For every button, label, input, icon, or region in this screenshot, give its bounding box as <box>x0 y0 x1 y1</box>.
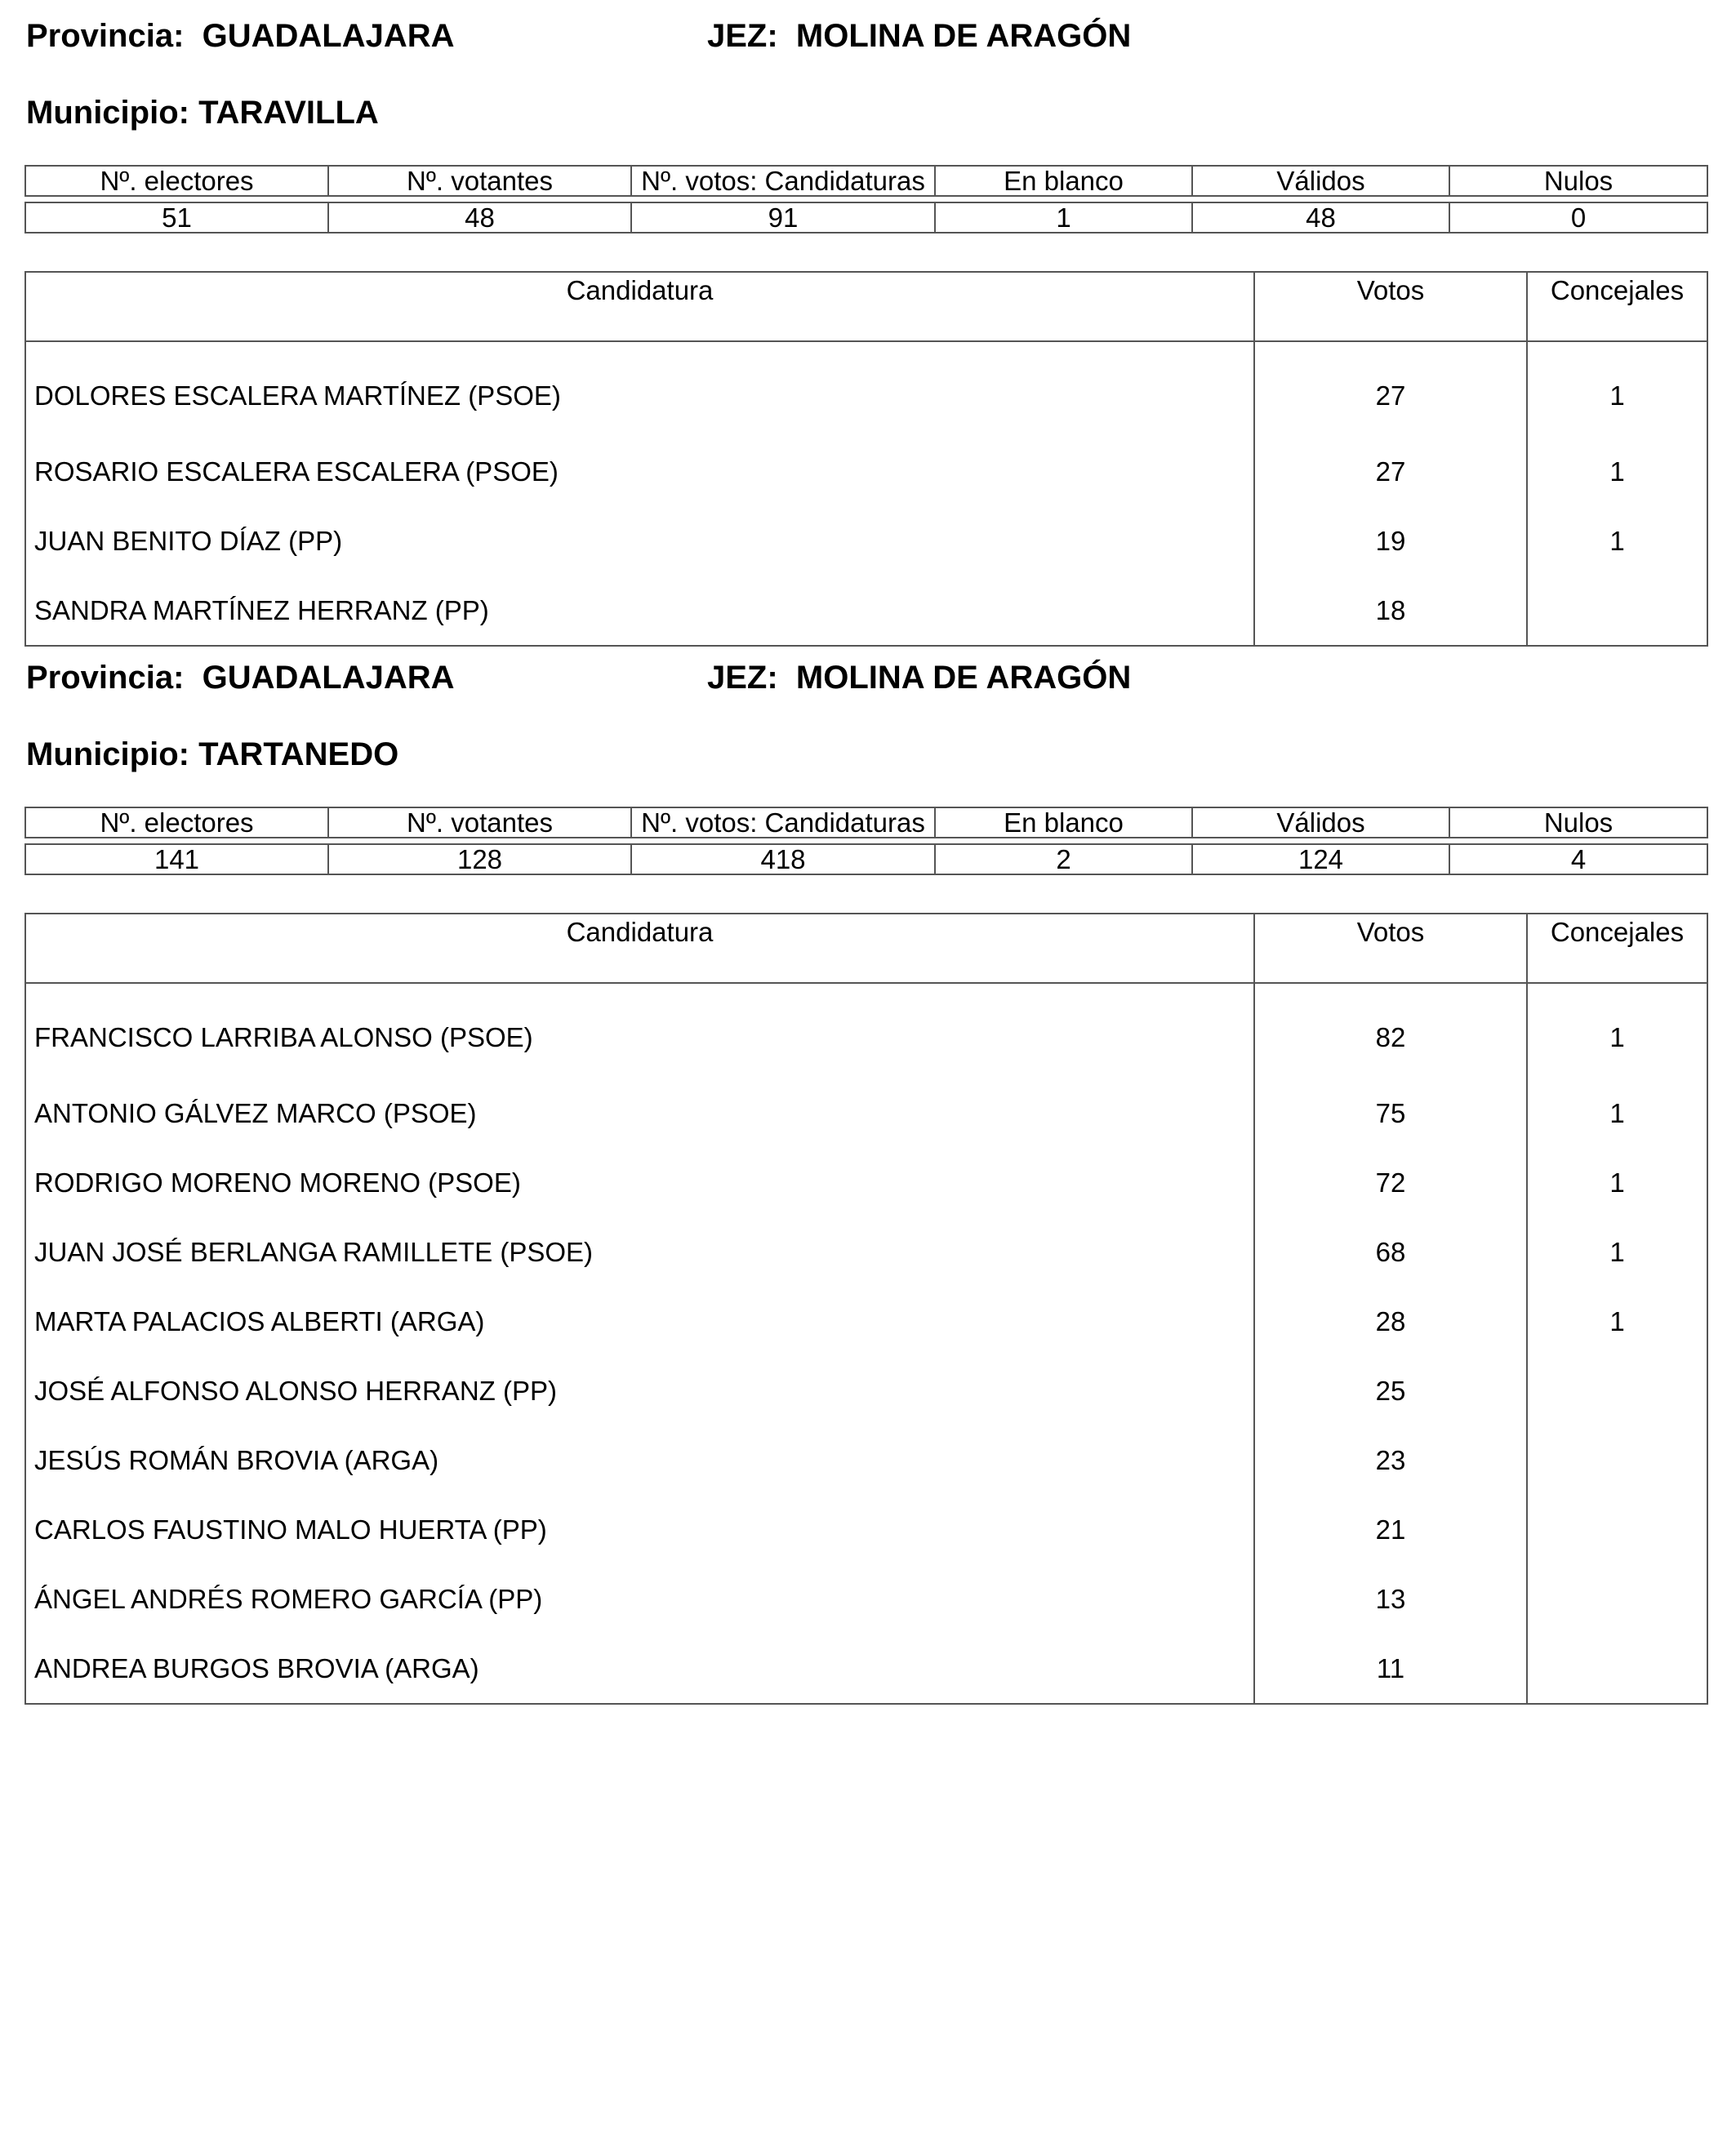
candidate-concejales: 1 <box>1527 1217 1707 1287</box>
candidate-votos: 13 <box>1254 1564 1527 1634</box>
stats-value-cell: 2 <box>935 844 1192 874</box>
stats-header-cell: Válidos <box>1192 807 1449 838</box>
candidate-votos: 23 <box>1254 1425 1527 1495</box>
jez-label: JEZ: MOLINA DE ARAGÓN <box>707 18 1132 54</box>
candidate-concejales <box>1527 1634 1707 1704</box>
stats-value-cell: 1 <box>935 202 1192 233</box>
stats-value-cell: 48 <box>328 202 631 233</box>
candidate-concejales: 1 <box>1527 506 1707 576</box>
candidate-name: MARTA PALACIOS ALBERTI (ARGA) <box>34 1305 485 1336</box>
candidate-votos: 19 <box>1254 506 1527 576</box>
stats-header-row <box>25 166 1707 196</box>
candidate-row <box>25 1425 1707 1495</box>
candidate-votos: 18 <box>1254 576 1527 646</box>
candidatura-header: Candidatura <box>25 272 1254 341</box>
candidate-row <box>25 1495 1707 1564</box>
stats-header-cell: Nulos <box>1449 166 1707 196</box>
stats-header-cell: En blanco <box>935 166 1192 196</box>
stats-table <box>24 165 1708 233</box>
candidate-row <box>25 576 1707 646</box>
candidate-row <box>25 1148 1707 1217</box>
municipio-label: Municipio: TARTANEDO <box>26 736 399 772</box>
candidate-votos: 11 <box>1254 1634 1527 1704</box>
stats-header-cell: Nº. votos: Candidaturas <box>631 166 935 196</box>
candidate-votos: 82 <box>1254 983 1527 1078</box>
municipio-label: Municipio: TARAVILLA <box>26 95 379 131</box>
candidate-row <box>25 1564 1707 1634</box>
stats-table <box>24 807 1708 875</box>
stats-header-cell: Válidos <box>1192 166 1449 196</box>
stats-value-cell: 4 <box>1449 844 1707 874</box>
stats-header-cell: En blanco <box>935 807 1192 838</box>
stats-value-cell: 48 <box>1192 202 1449 233</box>
candidate-row <box>25 506 1707 576</box>
candidate-row <box>25 1356 1707 1425</box>
candidate-votos: 27 <box>1254 341 1527 437</box>
provincia-label: Provincia: GUADALAJARA <box>26 660 455 696</box>
stats-value-row <box>25 202 1707 233</box>
stats-header-cell: Nº. votantes <box>328 166 631 196</box>
candidate-name: SANDRA MARTÍNEZ HERRANZ (PP) <box>34 594 489 625</box>
candidate-name: JESÚS ROMÁN BROVIA (ARGA) <box>34 1444 439 1475</box>
candidate-votos: 72 <box>1254 1148 1527 1217</box>
candidate-votos: 27 <box>1254 437 1527 506</box>
candidate-concejales: 1 <box>1527 437 1707 506</box>
candidate-concejales <box>1527 1564 1707 1634</box>
stats-header-cell: Nº. electores <box>25 166 328 196</box>
stats-value-row <box>25 844 1707 874</box>
candidate-row <box>25 437 1707 506</box>
stats-header-cell: Nº. electores <box>25 807 328 838</box>
candidates-header-row <box>25 272 1707 341</box>
votos-header: Votos <box>1254 914 1527 983</box>
candidate-row <box>25 1634 1707 1704</box>
stats-value-cell: 128 <box>328 844 631 874</box>
candidate-concejales: 1 <box>1527 341 1707 437</box>
candidate-votos: 21 <box>1254 1495 1527 1564</box>
candidate-concejales: 1 <box>1527 1078 1707 1148</box>
candidate-concejales <box>1527 576 1707 646</box>
candidate-row <box>25 341 1707 437</box>
candidate-votos: 75 <box>1254 1078 1527 1148</box>
candidates-header-row <box>25 914 1707 983</box>
candidate-name: ROSARIO ESCALERA ESCALERA (PSOE) <box>34 456 559 487</box>
stats-header-row <box>25 807 1707 838</box>
candidate-row <box>25 1078 1707 1148</box>
stats-header-cell: Nulos <box>1449 807 1707 838</box>
candidate-concejales <box>1527 1495 1707 1564</box>
candidate-name: JUAN BENITO DÍAZ (PP) <box>34 525 343 556</box>
stats-value-cell: 91 <box>631 202 935 233</box>
candidate-row <box>25 1217 1707 1287</box>
candidate-name: RODRIGO MORENO MORENO (PSOE) <box>34 1167 521 1198</box>
stats-value-cell: 51 <box>25 202 328 233</box>
candidate-row <box>25 1287 1707 1356</box>
concejales-header: Concejales <box>1527 272 1707 341</box>
candidate-votos: 68 <box>1254 1217 1527 1287</box>
stats-value-cell: 418 <box>631 844 935 874</box>
candidate-name: DOLORES ESCALERA MARTÍNEZ (PSOE) <box>34 380 561 411</box>
stats-header-cell: Nº. votos: Candidaturas <box>631 807 935 838</box>
candidate-concejales <box>1527 1356 1707 1425</box>
candidate-votos: 28 <box>1254 1287 1527 1356</box>
candidate-name: ANDREA BURGOS BROVIA (ARGA) <box>34 1652 479 1683</box>
concejales-header: Concejales <box>1527 914 1707 983</box>
jez-label: JEZ: MOLINA DE ARAGÓN <box>707 660 1132 696</box>
candidate-name: ANTONIO GÁLVEZ MARCO (PSOE) <box>34 1097 477 1128</box>
candidate-votos: 25 <box>1254 1356 1527 1425</box>
candidates-table <box>24 271 1708 647</box>
candidate-name: ÁNGEL ANDRÉS ROMERO GARCÍA (PP) <box>34 1583 543 1614</box>
candidate-concejales: 1 <box>1527 983 1707 1078</box>
candidate-concejales <box>1527 1425 1707 1495</box>
stats-value-cell: 0 <box>1449 202 1707 233</box>
candidate-row <box>25 983 1707 1078</box>
stats-value-cell: 141 <box>25 844 328 874</box>
candidate-concejales: 1 <box>1527 1287 1707 1356</box>
candidate-name: FRANCISCO LARRIBA ALONSO (PSOE) <box>34 1022 533 1052</box>
votos-header: Votos <box>1254 272 1527 341</box>
candidate-name: JOSÉ ALFONSO ALONSO HERRANZ (PP) <box>34 1375 557 1406</box>
provincia-label: Provincia: GUADALAJARA <box>26 18 455 54</box>
stats-value-cell: 124 <box>1192 844 1449 874</box>
candidate-name: JUAN JOSÉ BERLANGA RAMILLETE (PSOE) <box>34 1236 594 1267</box>
candidates-table <box>24 913 1708 1705</box>
candidate-concejales: 1 <box>1527 1148 1707 1217</box>
candidate-name: CARLOS FAUSTINO MALO HUERTA (PP) <box>34 1514 547 1545</box>
candidatura-header: Candidatura <box>25 914 1254 983</box>
stats-header-cell: Nº. votantes <box>328 807 631 838</box>
